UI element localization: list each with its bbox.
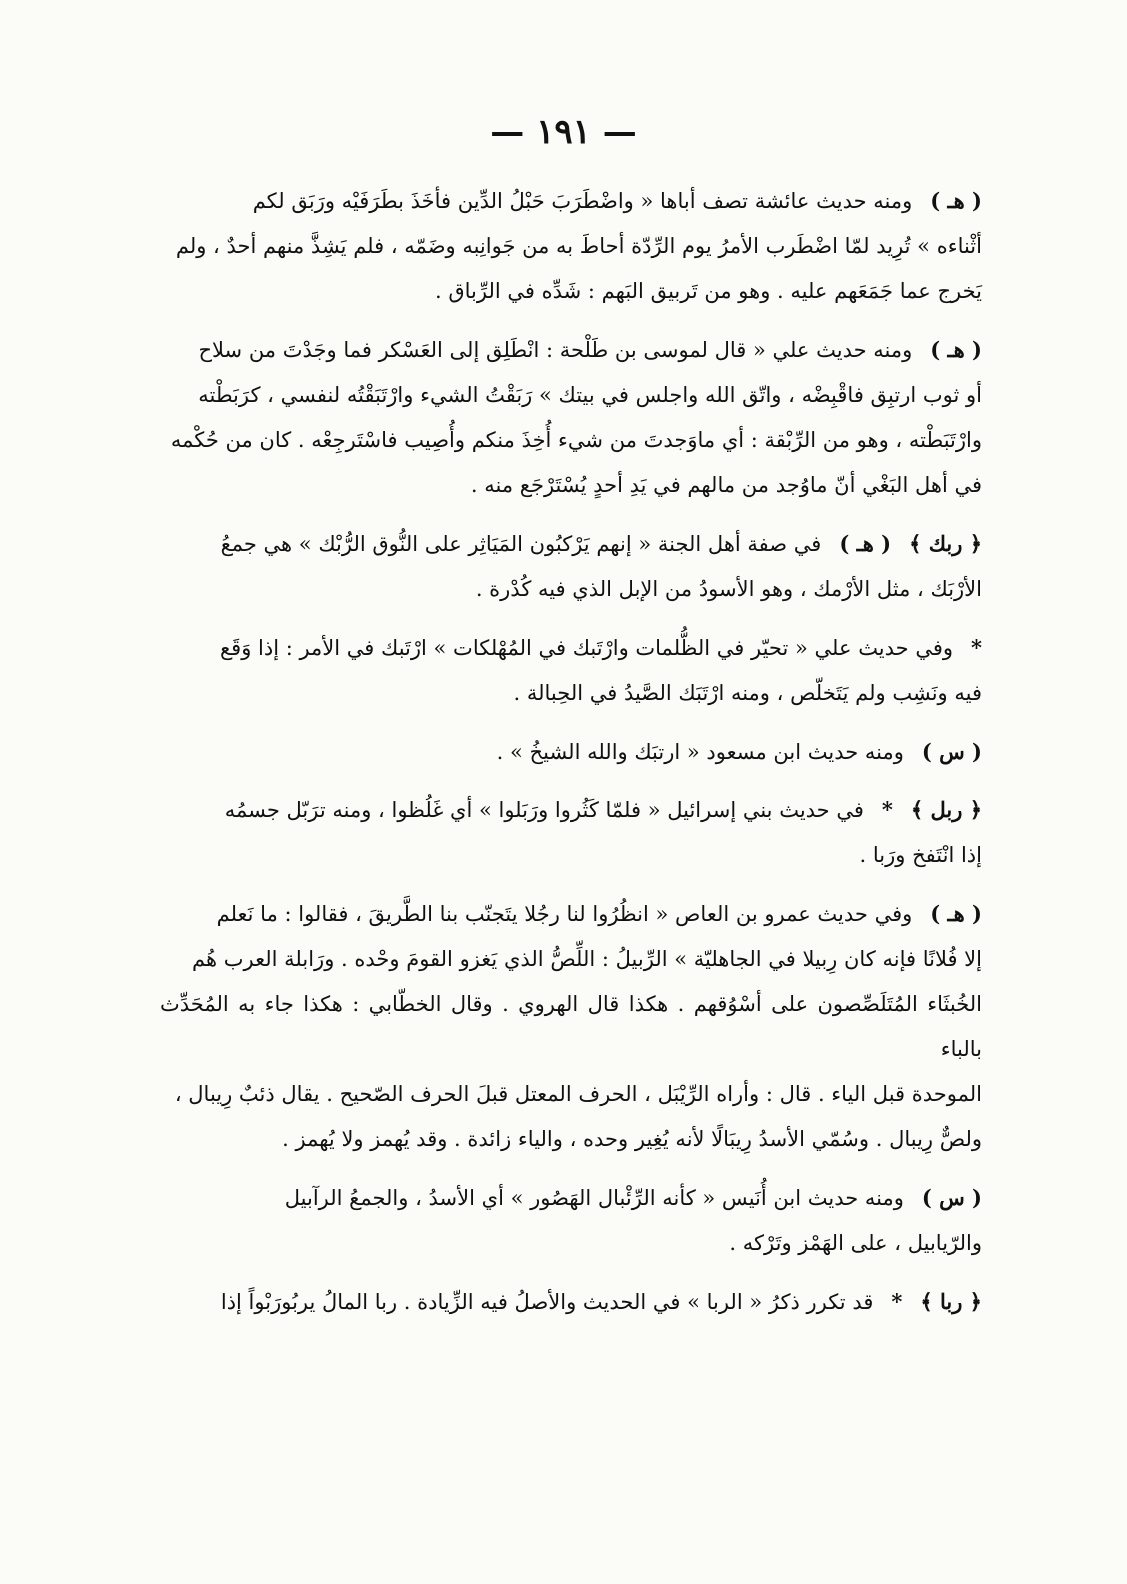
text-line: وفي حديث عمرو بن العاص « انظُرُوا لنا رجُلا يتَجنّب بنا الطَّريقَ ، فقالوا : ما نَعلم bbox=[216, 902, 913, 926]
text-line: في صفة أهل الجنة « إنهم يَرْكبُون المَيَاثِر على النُّوق الرُّبْك » هي جمعُ bbox=[220, 532, 822, 556]
entry-marker: ( هـ ) bbox=[930, 188, 982, 213]
text-line: في أهل البَغْي أنّ ماوُجد من مالهم في يَدِ أحدٍ يُسْتَرْجَع منه . bbox=[470, 473, 982, 497]
text-line: وفي حديث علي « تحيّر في الظُّلمات وارْتَبك في المُهْلكات » ارْتَبك في الأمر : إذا وَقَع bbox=[219, 636, 954, 660]
text-line: أو ثوب ارتبِق فاقْبِضْه ، واتّق الله واجلس في بيتك » رَبَقْتُ الشيء وارْتَبَقْتُه لنفسي ، كرَبَطْته bbox=[198, 383, 982, 407]
text-line: ولصٌّ رِيبال . وسُمّي الأسدُ رِيبَالًا لأنه يُغِير وحده ، والياء زائدة . وقد يُهمز ولا يُهمز . bbox=[282, 1127, 982, 1151]
text-line: ومنه حديث ابن أُنَيس « كأنه الرِّئْبال الهَصُور » أي الأسدُ ، والجمعُ الرآبيل bbox=[284, 1186, 904, 1210]
page-number: — ١٩١ — bbox=[490, 112, 637, 152]
entry-7 bbox=[160, 891, 982, 1162]
entry-marker: * bbox=[971, 635, 982, 660]
entry-marker: * bbox=[881, 797, 893, 822]
entry-marker: ( س ) bbox=[921, 739, 982, 764]
entry-rbk bbox=[160, 521, 982, 612]
text-line: قد تكرر ذكرُ « الربا » في الحديث والأصلُ فيه الزِّيادة . ربا المالُ يربُورَبْواً إذا bbox=[220, 1290, 874, 1314]
text-line: إذا انْتَفخ ورَبا . bbox=[859, 843, 982, 867]
text-line: فيه ونَشِب ولم يَتَخلّص ، ومنه ارْتَبَك الصَّيدُ في الحِبالة . bbox=[513, 681, 982, 705]
text-line: ومنه حديث علي « قال لموسى بن طَلْحة : انْطَلِق إلى العَسْكر فما وجَدْتَ من سلاح bbox=[198, 338, 913, 362]
text-line: في حديث بني إسرائيل « فلمّا كَثُروا ورَبَلوا » أي غَلُظوا ، ومنه ترَبّل جسمُه bbox=[224, 798, 864, 822]
text-line: ومنه حديث عائشة تصف أباها « واضْطَرَبَ حَبْلُ الدِّين فأخَذَ بطَرَفَيْه ورَبَق لكم bbox=[252, 189, 913, 213]
entry-headword: ﴿ ربا ﴾ bbox=[920, 1289, 982, 1314]
entry-4 bbox=[160, 625, 982, 716]
entry-5 bbox=[160, 729, 982, 775]
entry-headword: ﴿ ربل ﴾ bbox=[910, 797, 982, 822]
text-line: يَخرج عما جَمَعَهم عليه . وهو من تَربيق البَهم : شَدِّه في الرِّباق . bbox=[435, 279, 982, 303]
text-line: أثْناءه » تُرِيد لمّا اضْطَرب الأمرُ يوم الرِّدّة أحاطَ به من جَوانِبه وضَمّه ، فلم يَشِذَّ منهم أحدٌ ، ولم bbox=[175, 234, 982, 258]
entry-marker: ( س ) bbox=[921, 1185, 982, 1210]
entry-marker: * bbox=[891, 1289, 903, 1314]
text-line: الأرْبَك ، مثل الأرْمك ، وهو الأسودُ من الإبل الذي فيه كُدْرة . bbox=[475, 577, 982, 601]
text-line: الخُبثَاء المُتَلَصِّصون على أسْوُقهم . هكذا قال الهروي . وقال الخطّابي : هكذا جاء به المُحَدِّث بالباء bbox=[160, 992, 982, 1061]
text-line: والرّيابيل ، على الهَمْز وتَرْكه . bbox=[729, 1231, 982, 1255]
entry-marker: ( هـ ) bbox=[839, 531, 892, 556]
entry-2 bbox=[160, 327, 982, 508]
text-line: وارْتَبَطْته ، وهو من الرِّبْقة : أي ماوَجدتَ من شيء أُخِذَ منكم وأُصِيب فاسْتَرجِعْه . كان من حُكْمه bbox=[170, 428, 982, 452]
text-line: إلا فُلانًا فإنه كان رِبيلا في الجاهليّة » الرِّبيلُ : اللِّصُّ الذي يَغزو القومَ وحْده . ورَابلة العرب هُم bbox=[192, 947, 982, 971]
text-line: ومنه حديث ابن مسعود « ارتبَك والله الشيخُ » . bbox=[496, 740, 904, 764]
entry-marker: ( هـ ) bbox=[930, 901, 982, 926]
entry-rbl bbox=[160, 787, 982, 878]
entry-headword: ﴿ ربك ﴾ bbox=[909, 531, 982, 556]
entry-8 bbox=[160, 1175, 982, 1266]
body-text bbox=[160, 178, 982, 1338]
entry-1 bbox=[160, 178, 982, 314]
entry-rba bbox=[160, 1279, 982, 1325]
entry-marker: ( هـ ) bbox=[930, 337, 982, 362]
text-line: الموحدة قبل الياء . قال : وأراه الرِّيْبَل ، الحرف المعتل قبلَ الحرف الصّحيح . يقال ذئبٌ رِيبال ، bbox=[174, 1082, 982, 1106]
